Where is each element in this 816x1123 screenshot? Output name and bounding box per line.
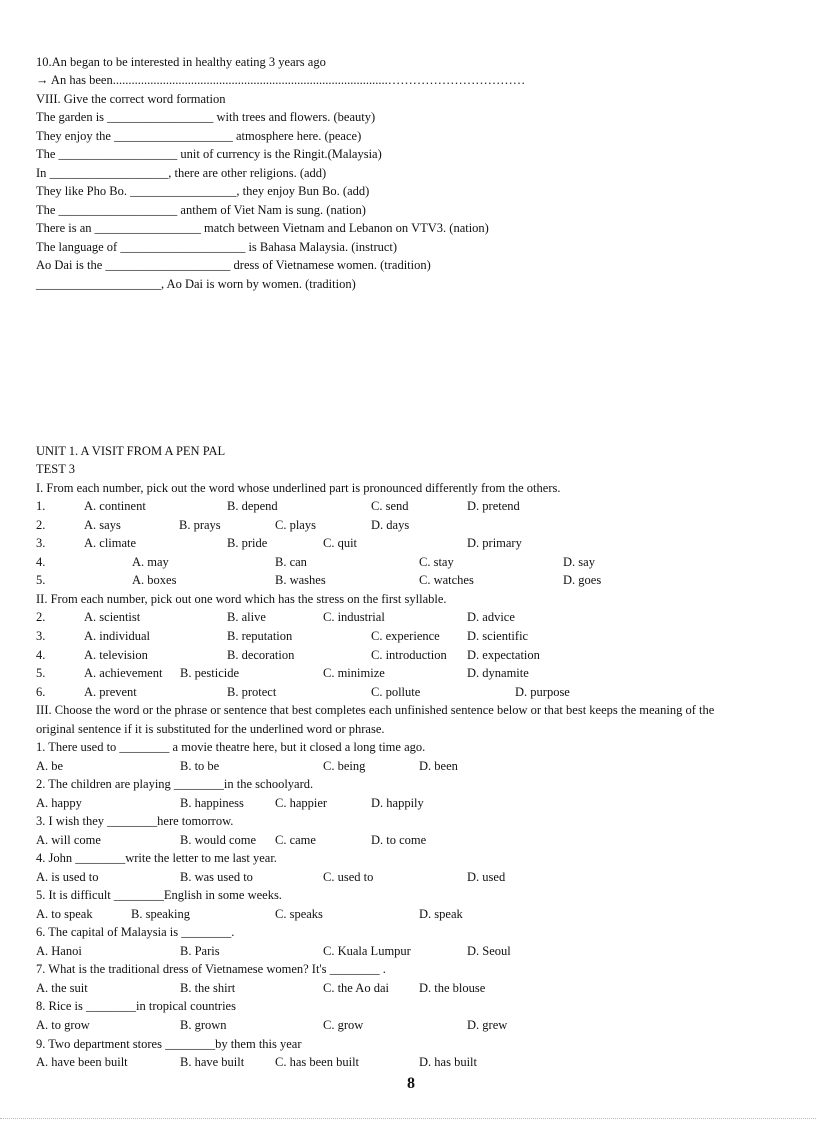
option-c: C. introduction	[371, 648, 447, 662]
option-b: B. depend	[227, 499, 278, 513]
question-number: 2.	[36, 518, 46, 532]
option-c: C. quit	[323, 536, 358, 550]
option-d: D. Seoul	[467, 944, 511, 958]
option-d: D. scientific	[467, 629, 529, 643]
word-formation-item: The ___________________ anthem of Viet Nam is sung. (nation)	[36, 203, 366, 217]
page-number: 8	[407, 1075, 415, 1092]
option-b: B. washes	[275, 573, 326, 587]
option-b: B. pesticide	[180, 666, 240, 680]
option-b: B. grown	[180, 1018, 227, 1032]
word-formation-item: The garden is _________________ with trees and flowers. (beauty)	[36, 110, 376, 124]
word-formation-item: Ao Dai is the ____________________ dress of Vietnamese women. (tradition)	[36, 258, 431, 272]
option-c: C. grow	[323, 1018, 364, 1032]
option-a: A. will come	[36, 833, 101, 847]
option-b: B. would come	[180, 833, 257, 847]
option-a: A. to grow	[36, 1018, 90, 1032]
option-c: C. being	[323, 759, 366, 773]
word-formation-item: They like Pho Bo. _________________, they enjoy Bun Bo. (add)	[36, 184, 370, 198]
option-c: C. used to	[323, 870, 374, 884]
option-a: A. television	[84, 648, 148, 662]
option-b: B. pride	[227, 536, 268, 550]
option-b: B. decoration	[227, 648, 295, 662]
option-c: C. minimize	[323, 666, 385, 680]
option-d: D. say	[563, 555, 595, 569]
option-a: A. may	[132, 555, 169, 569]
option-d: D. the blouse	[419, 981, 486, 995]
question-number: 2.	[36, 610, 46, 624]
question-text: 7. What is the traditional dress of Vietnamese women? It's ________ .	[36, 962, 386, 976]
option-b: B. was used to	[180, 870, 253, 884]
question-text: 8. Rice is ________in tropical countries	[36, 999, 236, 1013]
option-d: D. primary	[467, 536, 522, 550]
option-a: A. scientist	[84, 610, 141, 624]
option-c: C. has been built	[275, 1055, 360, 1069]
option-a: A. boxes	[132, 573, 177, 587]
option-a: A. prevent	[84, 685, 137, 699]
option-d: D. expectation	[467, 648, 540, 662]
section-3-heading: III. Choose the word or the phrase or sentence that best completes each unfinished sentence below or that best keeps the meaning of the	[36, 703, 715, 717]
option-a: A. achievement	[84, 666, 163, 680]
option-c: C. speaks	[275, 907, 323, 921]
option-c: C. happier	[275, 796, 328, 810]
option-d: D. to come	[371, 833, 427, 847]
word-formation-item: ____________________, Ao Dai is worn by women. (tradition)	[36, 277, 356, 291]
question-number: 4.	[36, 648, 46, 662]
option-d: D. purpose	[515, 685, 570, 699]
word-formation-item: The language of ____________________ is Bahasa Malaysia. (instruct)	[36, 240, 398, 254]
option-d: D. used	[467, 870, 506, 884]
question-text: 4. John ________write the letter to me last year.	[36, 851, 277, 865]
option-b: B. prays	[179, 518, 221, 532]
section-3-heading-cont: original sentence if it is substituted for the underlined word or phrase.	[36, 722, 385, 736]
word-formation-item: There is an _________________ match between Vietnam and Lebanon on VTV3. (nation)	[36, 221, 489, 235]
option-c: C. pollute	[371, 685, 421, 699]
option-d: D. advice	[467, 610, 515, 624]
option-d: D. has built	[419, 1055, 477, 1069]
option-a: A. climate	[84, 536, 137, 550]
word-formation-item: The ___________________ unit of currency is the Ringit.(Malaysia)	[36, 147, 382, 161]
option-c: C. came	[275, 833, 316, 847]
page-bottom-divider	[0, 1118, 816, 1119]
question-text: 2. The children are playing ________in the schoolyard.	[36, 777, 314, 791]
option-a: A. have been built	[36, 1055, 128, 1069]
option-c: C. industrial	[323, 610, 385, 624]
option-a: A. is used to	[36, 870, 99, 884]
option-b: B. happiness	[180, 796, 244, 810]
question-number: 3.	[36, 629, 46, 643]
option-a: A. continent	[84, 499, 146, 513]
question-number: 5.	[36, 666, 46, 680]
option-c: C. send	[371, 499, 409, 513]
option-b: B. reputation	[227, 629, 293, 643]
question-text: 5. It is difficult ________English in some weeks.	[36, 888, 282, 902]
question-number: 4.	[36, 555, 46, 569]
question-text: 1. There used to ________ a movie theatre here, but it closed a long time ago.	[36, 740, 426, 754]
option-b: B. protect	[227, 685, 277, 699]
option-d: D. speak	[419, 907, 463, 921]
option-d: D. grew	[467, 1018, 508, 1032]
word-formation-item: In ___________________, there are other religions. (add)	[36, 166, 327, 180]
question-text: 6. The capital of Malaysia is ________.	[36, 925, 235, 939]
option-b: B. speaking	[131, 907, 191, 921]
test-title: TEST 3	[36, 462, 76, 476]
option-d: D. happily	[371, 796, 424, 810]
exercise-10-prompt: 10.An began to be interested in healthy eating 3 years ago	[36, 55, 326, 69]
exercise-10-answer-line: → An has been........................................................................................……………………………	[36, 73, 526, 87]
section-2-heading: II. From each number, pick out one word which has the stress on the first syllable.	[36, 592, 447, 606]
option-d: D. days	[371, 518, 410, 532]
option-a: A. the suit	[36, 981, 88, 995]
option-d: D. dynamite	[467, 666, 529, 680]
option-c: C. stay	[419, 555, 454, 569]
option-a: A. Hanoi	[36, 944, 82, 958]
option-c: C. experience	[371, 629, 440, 643]
question-text: 3. I wish they ________here tomorrow.	[36, 814, 234, 828]
option-a: A. to speak	[36, 907, 93, 921]
option-b: B. Paris	[180, 944, 220, 958]
section-8-heading: VIII. Give the correct word formation	[36, 92, 226, 106]
option-d: D. goes	[563, 573, 602, 587]
option-d: D. been	[419, 759, 458, 773]
option-b: B. have built	[180, 1055, 245, 1069]
question-number: 5.	[36, 573, 46, 587]
option-c: C. Kuala Lumpur	[323, 944, 411, 958]
question-number: 1.	[36, 499, 46, 513]
section-1-heading: I. From each number, pick out the word whose underlined part is pronounced differently from the others.	[36, 481, 561, 495]
question-number: 6.	[36, 685, 46, 699]
option-b: B. can	[275, 555, 307, 569]
option-a: A. happy	[36, 796, 82, 810]
option-b: B. alive	[227, 610, 266, 624]
question-number: 3.	[36, 536, 46, 550]
option-a: A. be	[36, 759, 64, 773]
option-c: C. plays	[275, 518, 316, 532]
option-a: A. individual	[84, 629, 150, 643]
word-formation-item: They enjoy the ___________________ atmosphere here. (peace)	[36, 129, 362, 143]
option-c: C. watches	[419, 573, 474, 587]
option-a: A. says	[84, 518, 121, 532]
option-b: B. to be	[180, 759, 220, 773]
option-b: B. the shirt	[180, 981, 236, 995]
unit-title: UNIT 1. A VISIT FROM A PEN PAL	[36, 444, 226, 458]
option-c: C. the Ao dai	[323, 981, 389, 995]
question-text: 9. Two department stores ________by them this year	[36, 1037, 302, 1051]
option-d: D. pretend	[467, 499, 520, 513]
